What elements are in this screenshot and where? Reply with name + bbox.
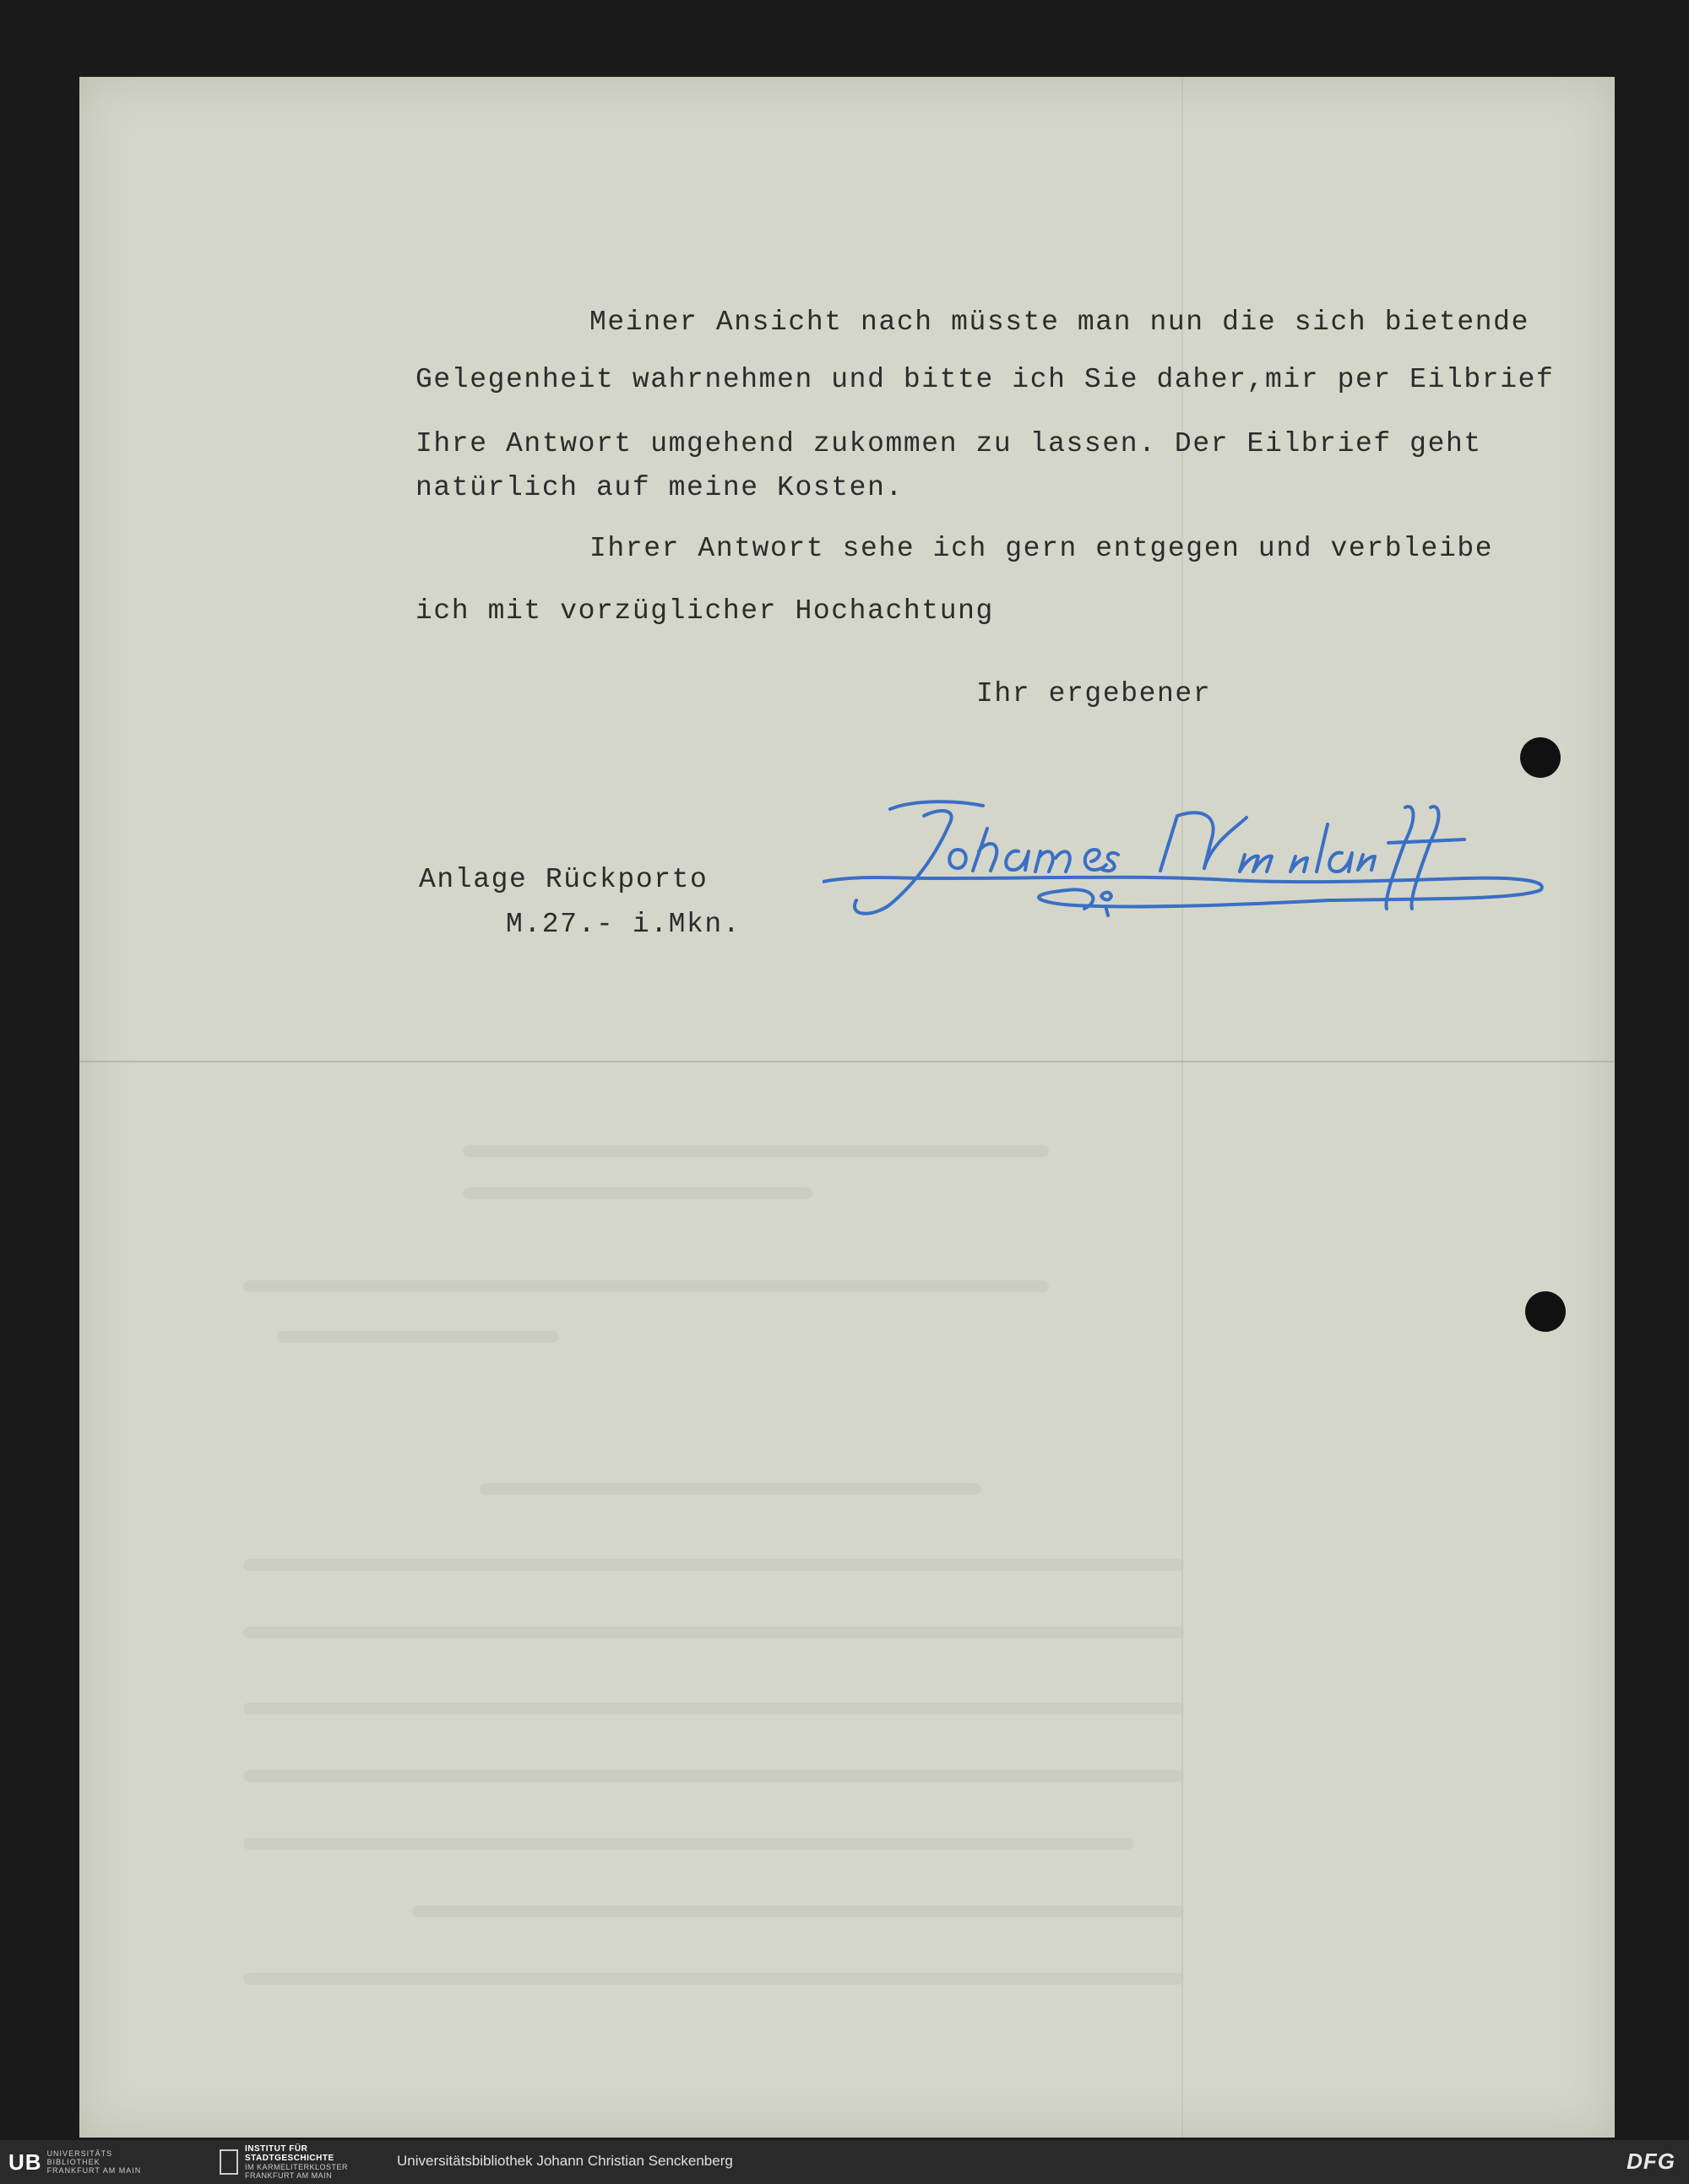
isg-logo-text: INSTITUT FÜR STADTGESCHICHTE IM KARMELITERKLOSTER FRANKFURT AM MAIN [245, 2144, 349, 2180]
ub-logo-text: UNIVERSITÄTS BIBLIOTHEK FRANKFURT AM MAIN [46, 2149, 142, 2175]
body-line-2: Gelegenheit wahrnehmen und bitte ich Sie daher,mir per Eilbrief [415, 364, 1555, 395]
footer-title: Universitätsbibliothek Johann Christian Senckenberg [397, 2153, 733, 2169]
enclosure-label: Anlage Rückporto [419, 864, 709, 895]
ub-logo-mark: UB [8, 2149, 42, 2175]
paper-fold-horizontal [79, 1061, 1615, 1062]
bleed-through-texture [155, 1073, 1422, 2002]
body-line-6: ich mit vorzüglicher Hochachtung [415, 595, 994, 627]
footer-bar [0, 2140, 1689, 2184]
ub-logo [8, 2147, 141, 2177]
body-line-4: natürlich auf meine Kosten. [415, 472, 904, 503]
isg-logo-icon [220, 2149, 238, 2175]
body-line-1: Meiner Ansicht nach müsste man nun die sich bietende [589, 307, 1529, 338]
punch-hole-bottom [1525, 1291, 1566, 1332]
enclosure-amount: M.27.- i.Mkn. [506, 909, 741, 940]
closing-text: Ihr ergebener [976, 678, 1212, 709]
punch-hole-top [1520, 737, 1561, 778]
letter-page [79, 77, 1615, 2138]
bleed-through-lines [215, 1099, 1482, 2028]
handwritten-signature [823, 790, 1566, 926]
dfg-logo: DFG [1627, 2149, 1675, 2174]
isg-logo [220, 2144, 349, 2180]
body-line-5: Ihrer Antwort sehe ich gern entgegen und verbleibe [589, 533, 1494, 564]
body-line-3: Ihre Antwort umgehend zukommen zu lassen. Der Eilbrief geht [415, 428, 1482, 459]
